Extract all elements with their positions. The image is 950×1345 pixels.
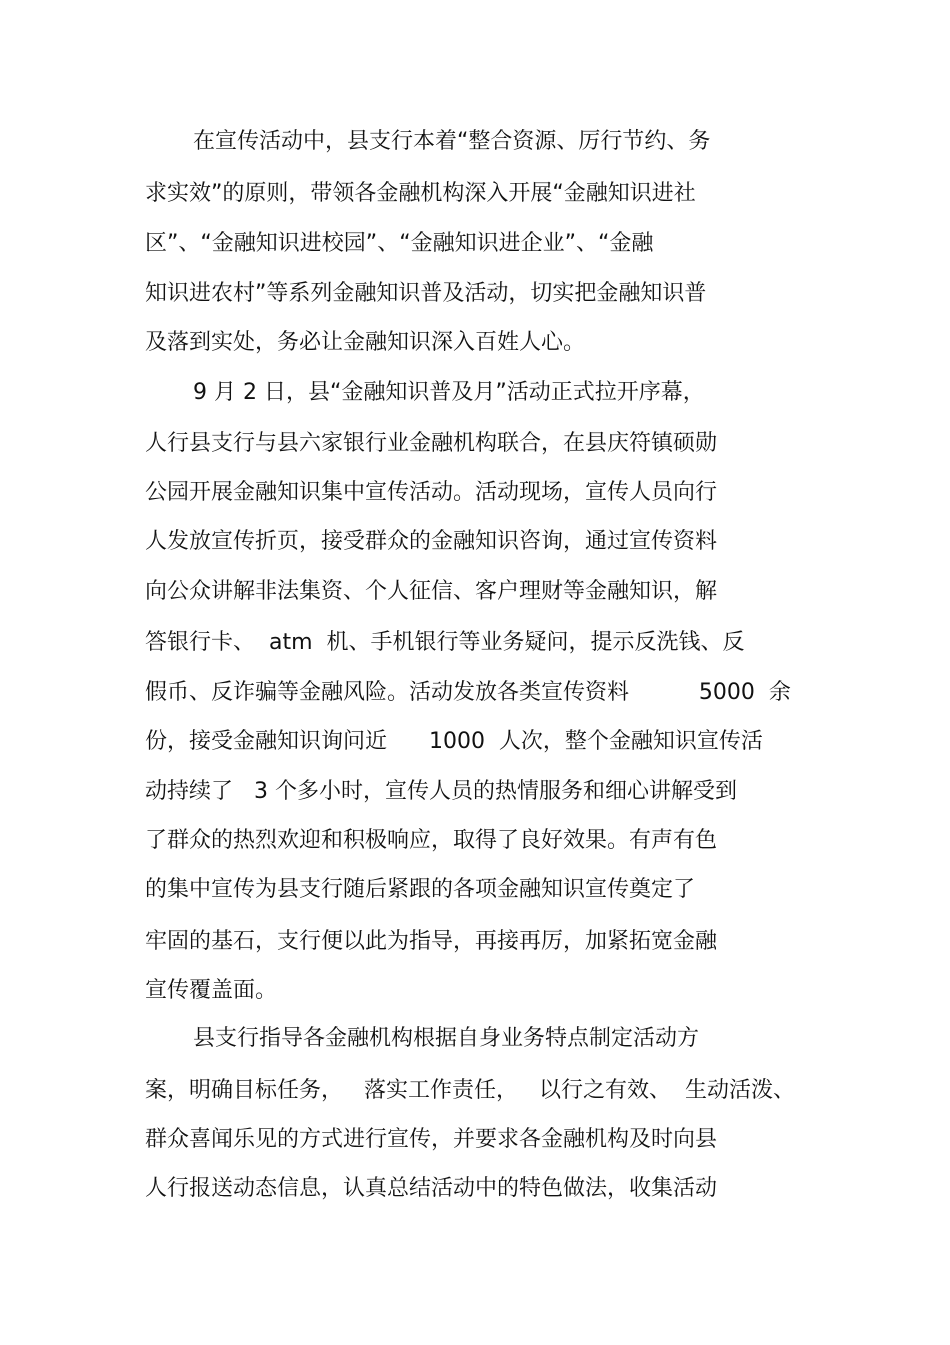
paragraph-2-line-12: 牢固的基石，支行便以此为指导，再接再厉，加紧拓宽金融 (145, 929, 718, 954)
paragraph-2-line-7: 假币、反诈骗等金融风险。活动发放各类宣传资料 5000 余 (145, 680, 791, 705)
paragraph-1-line-1: 在宣传活动中，县支行本着“整合资源、厉行节约、务 (193, 129, 711, 154)
paragraph-2-line-5: 向公众讲解非法集资、个人征信、客户理财等金融知识，解 (145, 579, 718, 604)
paragraph-1-line-2: 求实效”的原则，带领各金融机构深入开展“金融知识进社 (145, 181, 696, 206)
paragraph-2-line-2: 人行县支行与县六家银行业金融机构联合，在县庆符镇硕勋 (145, 431, 718, 456)
paragraph-2-line-4: 人发放宣传折页，接受群众的金融知识咨询，通过宣传资料 (145, 529, 718, 554)
paragraph-1-line-4: 知识进农村”等系列金融知识普及活动，切实把金融知识普 (145, 281, 707, 306)
paragraph-3-line-3: 群众喜闻乐见的方式进行宣传，并要求各金融机构及时向县 (145, 1127, 718, 1152)
paragraph-2-line-9: 动持续了 3 个多小时，宣传人员的热情服务和细心讲解受到 (145, 779, 737, 804)
paragraph-3-line-2: 案，明确目标任务， 落实工作责任， 以行之有效、 生动活泼、 (145, 1078, 795, 1103)
paragraph-3-line-4: 人行报送动态信息，认真总结活动中的特色做法，收集活动 (145, 1176, 718, 1201)
paragraph-2-line-13: 宣传覆盖面。 (145, 978, 278, 1003)
paragraph-1-line-5: 及落到实处，务必让金融知识深入百姓人心。 (145, 330, 586, 355)
paragraph-2-line-11: 的集中宣传为县支行随后紧跟的各项金融知识宣传奠定了 (145, 877, 696, 902)
paragraph-2-line-10: 了群众的热烈欢迎和积极响应，取得了良好效果。有声有色 (145, 828, 718, 853)
paragraph-1-line-3: 区”、“金融知识进校园”、“金融知识进企业”、“金融 (145, 231, 654, 256)
paragraph-3-line-1: 县支行指导各金融机构根据自身业务特点制定活动方 (193, 1026, 700, 1051)
paragraph-2-line-1: 9 月 2 日，县“金融知识普及月”活动正式拉开序幕， (193, 380, 705, 405)
paragraph-2-line-6: 答银行卡、 atm 机、手机银行等业务疑问，提示反洗钱、反 (145, 630, 745, 655)
paragraph-2-line-3: 公园开展金融知识集中宣传活动。活动现场，宣传人员向行 (145, 480, 718, 505)
paragraph-2-line-8: 份，接受金融知识询问近 1000 人次，整个金融知识宣传活 (145, 729, 763, 754)
